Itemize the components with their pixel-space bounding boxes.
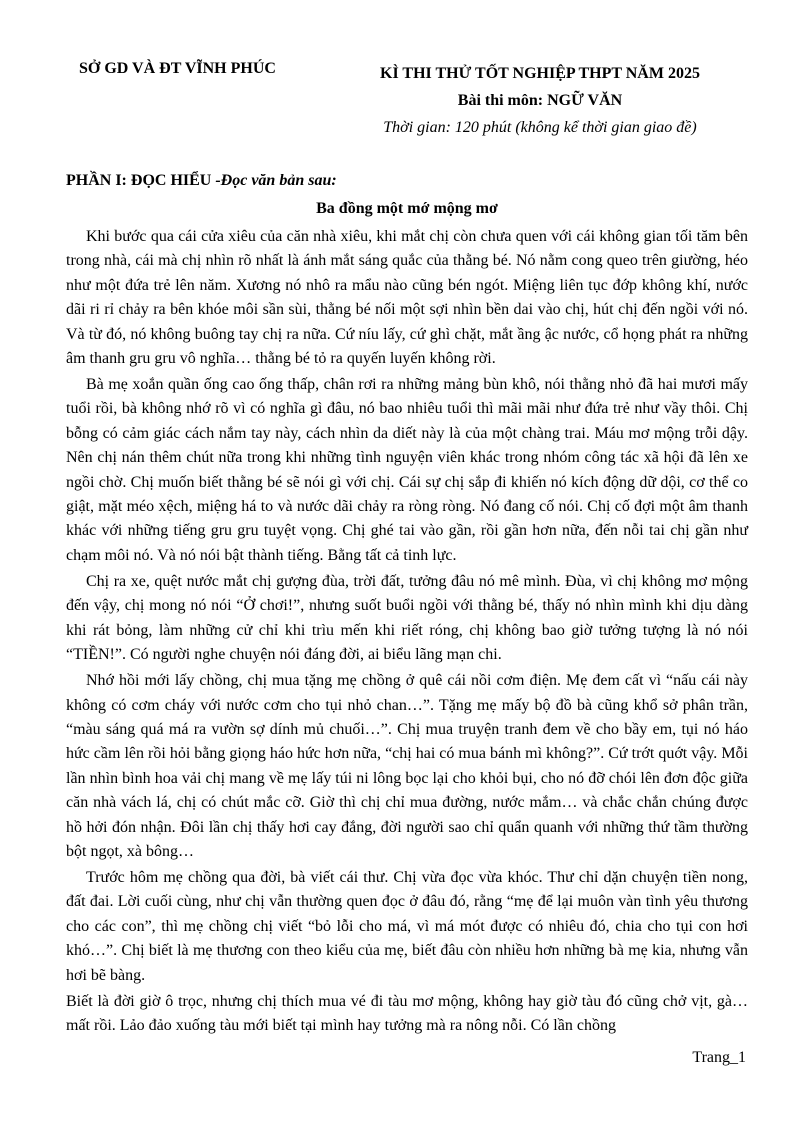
section-instruction: -Đọc văn bản sau: — [215, 172, 337, 189]
story-title: Ba đồng một mớ mộng mơ — [316, 200, 498, 217]
exam-header — [335, 60, 745, 141]
exam-title: KÌ THI THỬ TỐT NGHIỆP THPT NĂM 2025 — [380, 65, 700, 82]
section-title: PHẦN I: ĐỌC HIỂU — [66, 172, 216, 189]
exam-duration: Thời gian: 120 phút (không kể thời gian giao đề) — [383, 119, 697, 136]
paragraph: Khi bước qua cái cửa xiêu của căn nhà xiêu, khi mắt chị còn chưa quen với cái không gian tối tăm bên trong nhà, cái mà chị nhìn rõ nhất là ánh mắt sáng quắc của thằng bé. Nó nằm cong queo trên giường, héo như một đứa trẻ lên năm. Xương nó nhô ra mẩu nào cũng bén ngót. Miệng liên tục đớp không khí, nước dãi ri rỉ chảy ra bên khóe môi sần sùi, thằng bé nối một sợi nhìn bền dai vào chị, hút chị đến ngồi với nó. Và từ đó, nó không buông tay chị ra nữa. Cứ níu lấy, cứ ghì chặt, mắt ầng ậc nước, cổ họng phát ra những âm thanh gru gru vô nghĩa… thằng bé tỏ ra quyến luyến không rời. — [66, 228, 748, 368]
paragraph: Trước hôm mẹ chồng qua đời, bà viết cái thư. Chị vừa đọc vừa khóc. Thư chỉ dặn chuyện tiền nong, đất đai. Lời cuối cùng, như chị vẫn thường quen đọc ở đâu đó, rằng “mẹ để lại muôn vàn tình yêu thương cho các con”, thì mẹ chồng chị viết “bỏ lỗi cho má, vì má mót được có nhiêu đó, chia cho tụi con hơi khó…”. Chị biết là mẹ thương con theo kiểu của mẹ, biết đâu còn nhiều hơn những bà mẹ kia, nhưng vẫn hơi bẽ bàng. — [66, 868, 748, 984]
story-body — [66, 225, 748, 1040]
page-number: Trang_1 — [692, 1049, 746, 1066]
paragraph: Nhớ hồi mới lấy chồng, chị mua tặng mẹ chồng ở quê cái nồi cơm điện. Mẹ đem cất vì “nấu cái này không có cơm cháy với nước cơm cho tụi nhỏ chan…”. Tặng mẹ mấy bộ đồ bà cũng khổ sở phân trần, “màu sáng quá má ra vườn sợ dính mủ chuối…”. Chị mua truyện tranh đem về cho bầy em, tụi nó háo hức cầm lên rồi hỏi bằng giọng háo hức hơn nữa, “chị hai có mua bánh mì không?”. Cứ trớt quớt vậy. Mỗi lần nhìn bình hoa vải chị mang về mẹ lấy túi ni lông bọc lại cho khỏi bụi, cho nó đỡ chói lên đơn độc giữa căn nhà vách lá, chị có chút mắc cỡ. Giờ thì chị chỉ mua đường, nước mắm… và chắc chắn chúng được hồ hởi đón nhận. Đôi lần chị thấy hơi cay đắng, đời người sao chỉ quẩn quanh với những thứ tầm thường bột ngọt, xà bông… — [66, 672, 748, 860]
paragraph: Biết là đời giờ ô trọc, nhưng chị thích mua vé đi tàu mơ mộng, không hay giờ tàu đó cũng chở vịt, gà… mất rồi. Lảo đảo xuống tàu mới biết tại mình hay tưởng mà ra nông nỗi. Có lần chồng — [66, 992, 748, 1034]
exam-subject: Bài thi môn: NGỮ VĂN — [457, 92, 623, 109]
department-name: SỞ GD VÀ ĐT VĨNH PHÚC — [79, 60, 276, 77]
paragraph: Bà mẹ xoắn quần ống cao ống thấp, chân rơi ra những mảng bùn khô, nói thằng nhỏ đã hai mươi mấy tuổi rồi, bà không nhớ rõ vì có nghĩa gì đâu, nó bao nhiêu tuổi thì mãi mãi như đứa trẻ như vầy thôi. Chị bỗng có cảm giác cách nắm tay này, cách nhìn da diết này là của một chàng trai. Máu mơ mộng trỗi dậy. Nên chị nán thêm chút nữa trong khi những tình nguyện viên khác trong nhóm công tác xã hội đã lên xe ngồi chờ. Chị muốn biết thằng bé sẽ nói gì với chị. Cái sự chị sắp đi khiến nó kích động dữ dội, cơ thể co giật, mặt méo xệch, miệng há to và nước dãi chảy ra ròng ròng. Nó đang cố nói. Chị cố đợi một âm thanh khác với những tiếng gru gru tuyệt vọng. Chị ghé tai vào gần, rồi gần hơn nữa, đến nỗi tai chị gần như chạm môi nó. Và nó nói bật thành tiếng. Bằng tất cả tinh lực. — [66, 376, 748, 564]
paragraph: Chị ra xe, quệt nước mắt chị gượng đùa, trời đất, tưởng đâu nó mê mình. Đùa, vì chị không mơ mộng đến vậy, chị mong nó nói “Ở chơi!”, nhưng suốt buổi ngồi với thằng bé, thấy nó nhìn mình khi dịu dàng khi rát bỏng, làm những cử chỉ khi trìu mến khi riết róng, chị không bao giờ tưởng tượng là nó nói “TIỀN!”. Có người nghe chuyện nói đáng đời, ai biểu lãng mạn chi. — [66, 572, 748, 664]
section-heading — [66, 172, 337, 190]
